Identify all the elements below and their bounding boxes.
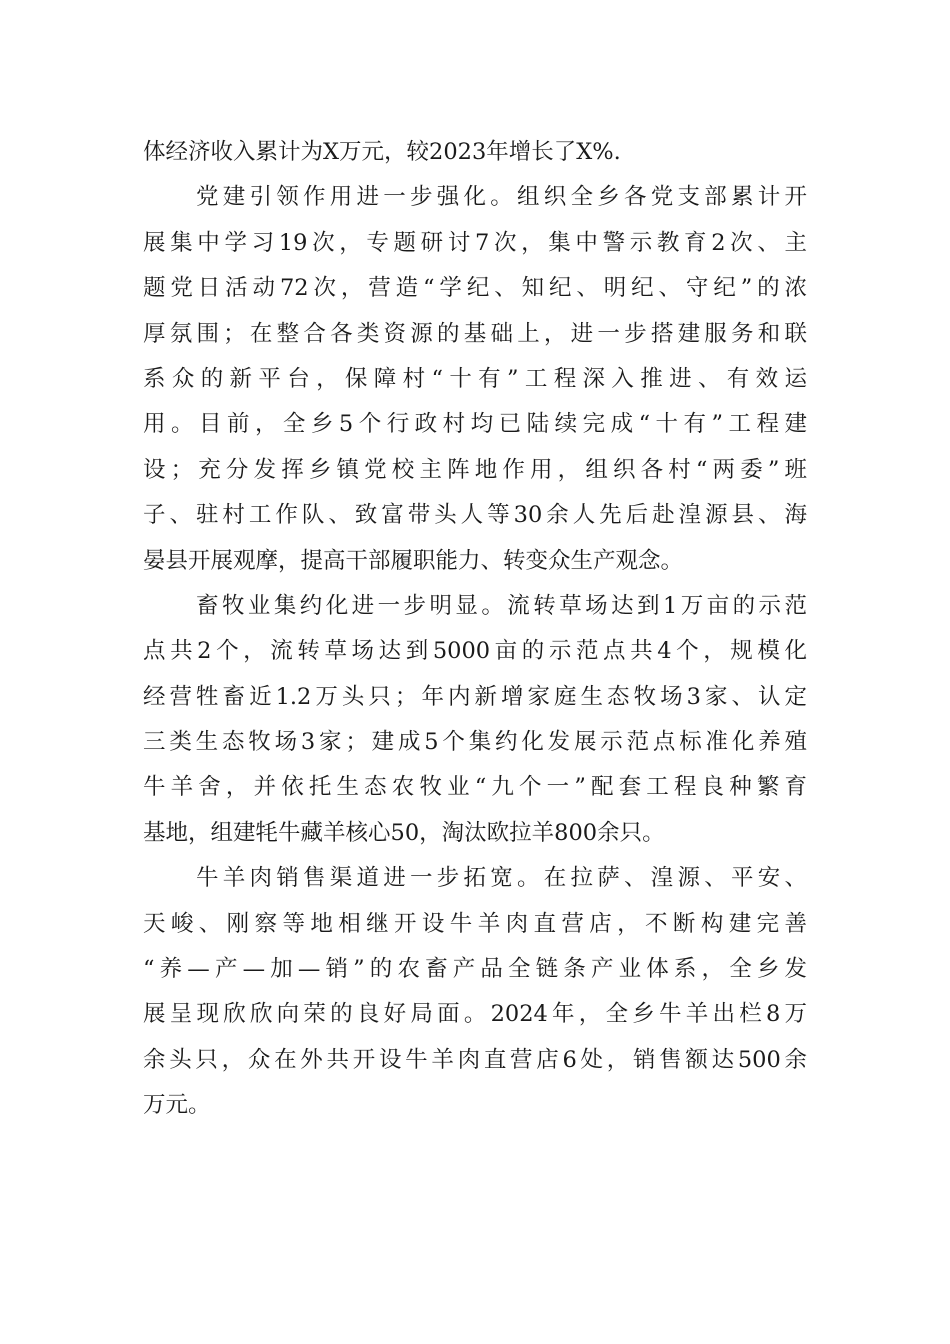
text-line: 三类生态牧场3家；建成5个集约化发展示范点标准化养殖 — [143, 729, 807, 756]
text-line: 设；充分发挥乡镇党校主阵地作用，组织各村“两委”班 — [143, 456, 807, 483]
paragraph — [143, 584, 807, 856]
text-line: 牛羊舍，并依托生态农牧业“九个一”配套工程良种繁育 — [143, 774, 807, 801]
text-line: 党建引领作用进一步强化。组织全乡各党支部累计开 — [196, 184, 807, 211]
document-body — [143, 130, 807, 1129]
text-line: 牛羊肉销售渠道进一步拓宽。在拉萨、湟源、平安、 — [196, 865, 807, 892]
text-line: 基地，组建牦牛藏羊核心50，淘汰欧拉羊800余只。 — [143, 819, 665, 846]
text-line: 展呈现欣欣向荣的良好局面。2024年，全乡牛羊出栏8万 — [143, 1001, 807, 1028]
text-line: 万元。 — [143, 1092, 211, 1119]
text-line: 畜牧业集约化进一步明显。流转草场达到1万亩的示范 — [196, 592, 807, 619]
text-line: 展集中学习19次，专题研讨7次，集中警示教育2次、主 — [143, 229, 807, 256]
text-line: 子、驻村工作队、致富带头人等30余人先后赴湟源县、海 — [143, 502, 807, 529]
paragraph — [143, 130, 807, 175]
text-line: 天峻、刚察等地相继开设牛羊肉直营店，不断构建完善 — [143, 910, 807, 937]
text-line: 经营牲畜近1.2万头只；年内新增家庭生态牧场3家、认定 — [143, 683, 807, 710]
text-line: “养—产—加—销”的农畜产品全链条产业体系，全乡发 — [143, 956, 807, 983]
text-line: 余头只，众在外共开设牛羊肉直营店6处，销售额达500余 — [143, 1046, 807, 1073]
text-line: 点共2个，流转草场达到5000亩的示范点共4个，规模化 — [143, 638, 807, 665]
text-line: 题党日活动72次，营造“学纪、知纪、明纪、守纪”的浓 — [143, 275, 807, 302]
paragraph — [143, 856, 807, 1128]
text-line: 系众的新平台，保障村“十有”工程深入推进、有效运 — [143, 365, 807, 392]
text-line: 用。目前，全乡5个行政村均已陆续完成“十有”工程建 — [143, 411, 807, 438]
paragraph — [143, 175, 807, 584]
text-line: 晏县开展观摩，提高干部履职能力、转变众生产观念。 — [143, 547, 684, 574]
text-line: 体经济收入累计为X万元，较2023年增长了X%. — [143, 139, 621, 165]
text-line: 厚氛围；在整合各类资源的基础上，进一步搭建服务和联 — [143, 320, 807, 347]
